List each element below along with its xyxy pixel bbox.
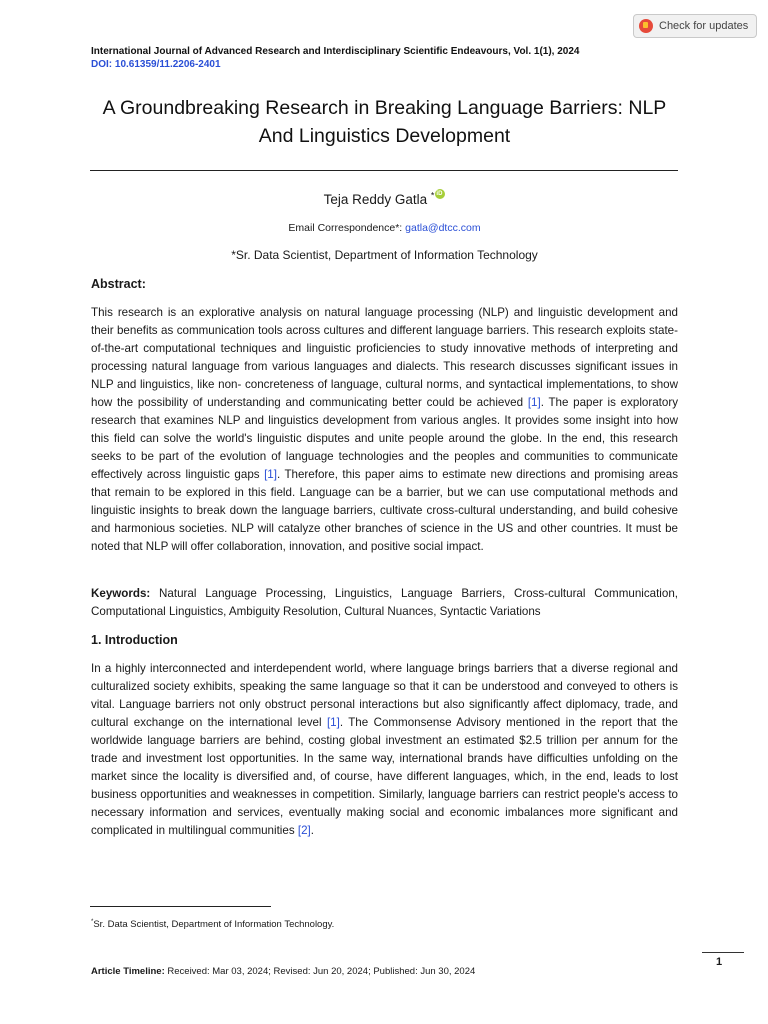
citation-link[interactable]: [1] (326, 716, 340, 729)
intro-part-3: . (310, 824, 314, 837)
page-number: 1 (716, 956, 723, 968)
email-link[interactable]: gatla@dtcc.com (405, 222, 481, 234)
affiliation: *Sr. Data Scientist, Department of Information Technology (231, 248, 538, 262)
title-divider (90, 170, 678, 171)
keywords-text: Natural Language Processing, Linguistics, Language Barriers, Cross-cultural Communication, Computational Linguistics, Ambiguity Resolution, Cultural Nuances, Syntactic Variations (91, 587, 678, 618)
citation-link[interactable]: [1] (527, 396, 541, 409)
keywords (91, 585, 678, 621)
author-line (91, 189, 678, 207)
journal-citation: International Journal of Advanced Research and Interdisciplinary Scientific Endeavours, Vol. 1(1), 2024 (91, 46, 580, 57)
orcid-icon[interactable] (435, 189, 445, 199)
introduction-text (91, 660, 678, 840)
abstract-part-2: . The paper is exploratory research that examines NLP and linguistics development from various angles. It provides some insight into how this field can solve the world's linguistic disputes and unite people around the globe. In the end, this research seeks to be part of the evolution of language technologies and the peoples and communities to communicate effectively across linguistic gaps (91, 396, 678, 481)
footnote-mark: * (91, 919, 94, 925)
intro-part-2: . The Commonsense Advisory mentioned in the report that the worldwide language barriers are behind, costing global investment an estimated $2.5 trillion per annum for the trade and investment lost opportunities. In the same way, international brands have difficulties unfolding on the market since the locality is diversified and, of course, have different languages, which, in the end, leads to lost business opportunities and weaknesses in competition. Similarly, language barriers can restrict people's access to necessary information and services, eventually making social and economic imbalances more significant and complicated in multilingual communities (91, 716, 678, 837)
intro-part-1: In a highly interconnected and interdependent world, where language brings barriers that a diverse regional and culturalized society exhibits, speaking the same language so that it can be understood and conveyed to others is vital. Language barriers not only obstruct personal interactions but also significantly affect diplomacy, trade, and cultural exchange on the international level (91, 662, 678, 729)
timeline-label: Article Timeline: (91, 966, 165, 977)
page-number-divider (702, 952, 744, 953)
keywords-label: Keywords: (91, 587, 160, 600)
check-for-updates-button[interactable] (633, 14, 757, 38)
abstract-text (91, 304, 678, 556)
citation-link[interactable]: [1] (264, 468, 277, 481)
timeline-text: Received: Mar 03, 2024; Revised: Jun 20, 2024; Published: Jun 30, 2024 (164, 966, 476, 977)
footnote (91, 919, 334, 930)
abstract-part-1: This research is an explorative analysis on natural language processing (NLP) and linguistic development and their benefits as communication tools across cultures and different language barriers. This research exploits state-of-the-art computational techniques and linguistic proficiencies to study innovative methods of interpreting and processing natural language from various languages and dialects. This research discusses significant issues in NLP and linguistics, like non- concreteness of language, cultural norms, and syntactical implementations, to show how the possibility of understanding and communicating better could be achieved (91, 306, 678, 409)
paper-title: A Groundbreaking Research in Breaking Language Barriers: NLP And Linguistics Development (102, 97, 667, 147)
abstract-heading: Abstract: (91, 277, 146, 291)
citation-link[interactable]: [2] (297, 824, 311, 837)
author-mark: * (430, 190, 435, 201)
introduction-heading: 1. Introduction (91, 633, 178, 647)
author-name: Teja Reddy Gatla (323, 192, 431, 207)
check-for-updates-label: Check for updates (659, 20, 749, 32)
doi-link[interactable]: DOI: 10.61359/11.2206-2401 (91, 59, 221, 70)
footnote-divider (90, 906, 271, 907)
crossmark-icon (639, 19, 653, 33)
footnote-text: Sr. Data Scientist, Department of Information Technology. (93, 919, 335, 931)
email-label: Email Correspondence*: (288, 222, 406, 234)
abstract-part-3: . Therefore, this paper aims to estimate new directions and promising areas that remain to be explored in this field. Language can be a barrier, but we can use computational methods and linguistic insights to break down the language barriers, cultivate cross-cultural understanding, and build cohesive and harmonious societies. NLP will catalyze other branches of science in the US and other countries. It must be noted that NLP will offer collaboration, innovation, and positive social impact. (91, 468, 678, 553)
article-timeline (91, 966, 475, 977)
email-correspondence (91, 222, 678, 234)
